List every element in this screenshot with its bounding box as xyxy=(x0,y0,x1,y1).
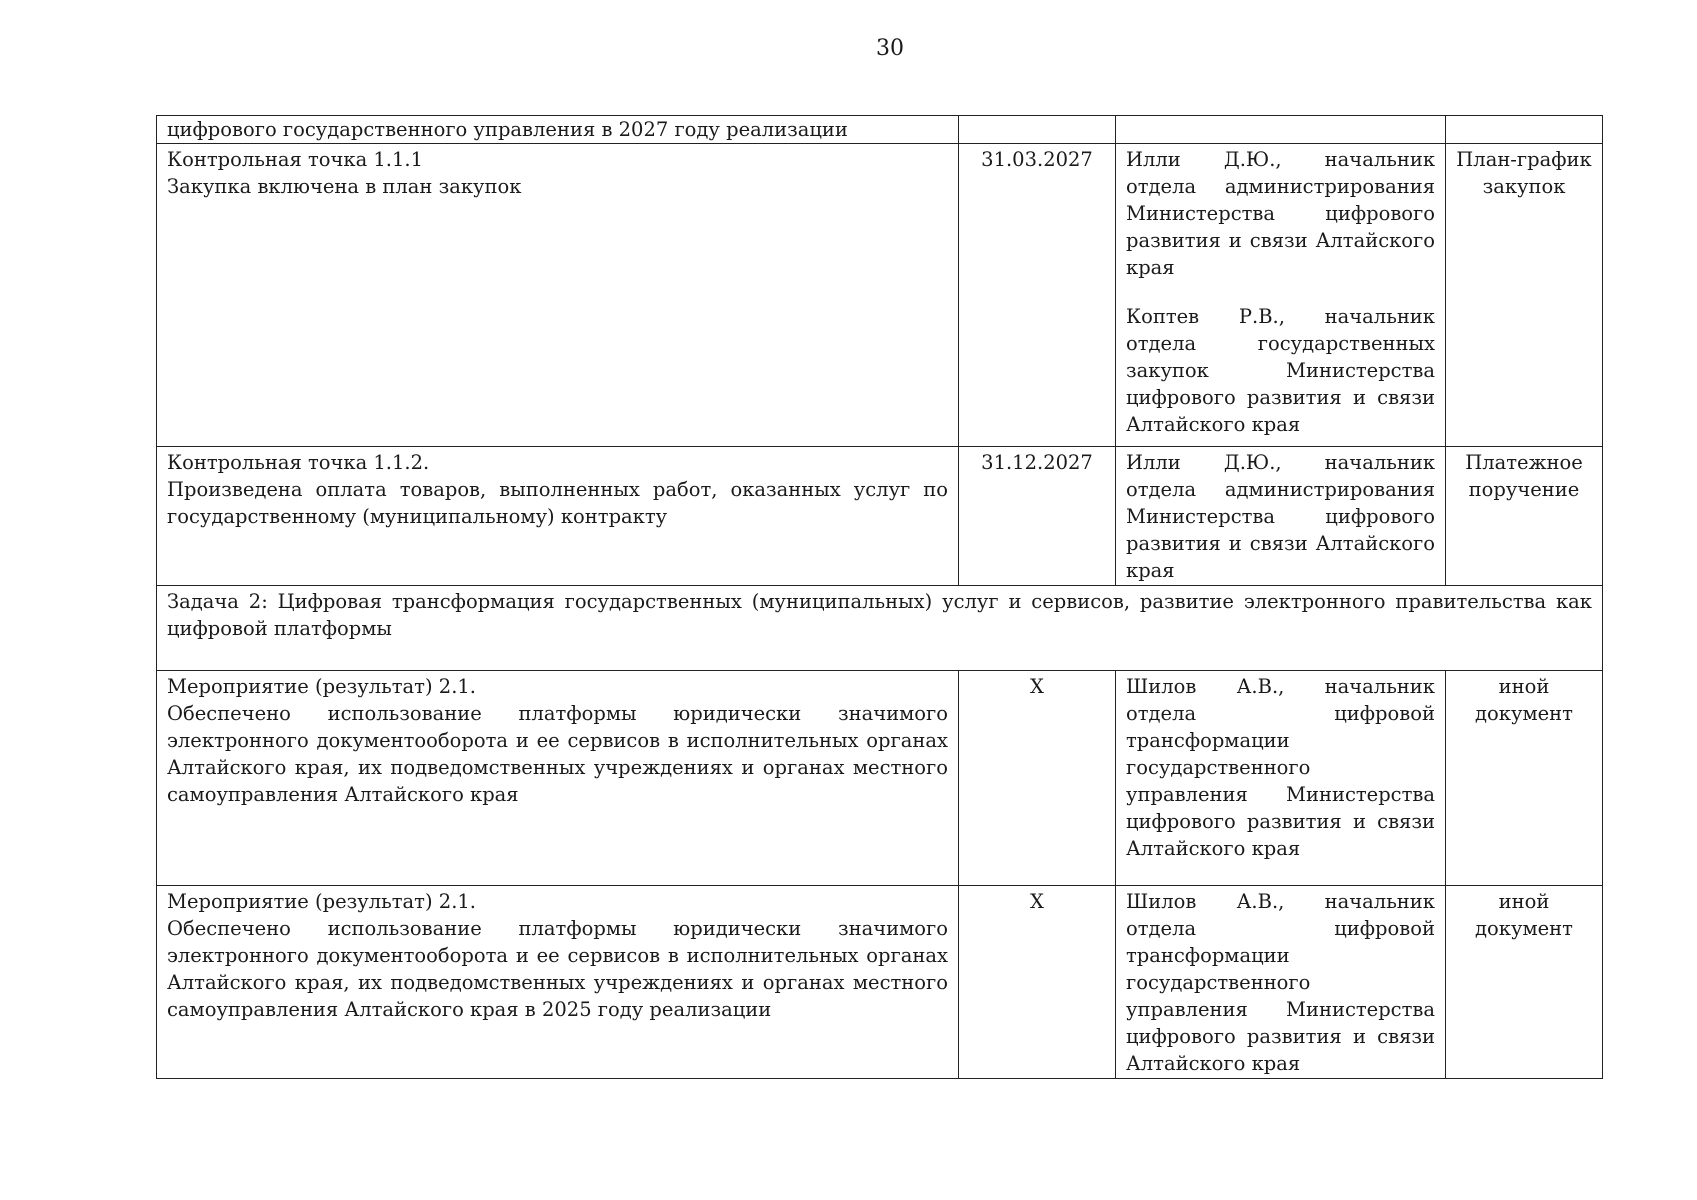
event-cell xyxy=(157,144,959,447)
deadline-date: Х xyxy=(1030,890,1044,913)
responsible-person: Илли Д.Ю., начальник отдела администрирования Министерства цифрового развития и связи Алтайского края xyxy=(1126,148,1435,279)
date-cell xyxy=(959,447,1116,586)
document-cell xyxy=(1446,671,1603,886)
document-type: иной документ xyxy=(1475,890,1573,940)
event-description: Закупка включена в план закупок xyxy=(167,175,522,198)
event-description: Обеспечено использование платформы юридически значимого электронного документооборота и ее сервисов в исполнительных органах Алтайского края, их подведомственных учреждениях и органах местного самоуправления Алтайского края xyxy=(167,702,948,806)
header-continuation-text: цифрового государственного управления в 2027 году реализации xyxy=(167,118,848,141)
event-cell xyxy=(157,671,959,886)
task-cell xyxy=(157,586,1603,671)
table-row xyxy=(157,447,1603,586)
event-description: Обеспечено использование платформы юридически значимого электронного документооборота и ее сервисов в исполнительных органах Алтайского края, их подведомственных учреждениях и органах местного самоуправления Алтайского края в 2025 году реализации xyxy=(167,917,948,1021)
responsible-person: Шилов А.В., начальник отдела цифровой трансформации государственного управления Министерства цифрового развития и связи Алтайского края xyxy=(1126,675,1435,860)
header-continuation-cell xyxy=(157,116,959,144)
event-title: Мероприятие (результат) 2.1. xyxy=(167,675,476,698)
date-cell xyxy=(959,144,1116,447)
table-row xyxy=(157,886,1603,1079)
responsible-cell xyxy=(1116,671,1446,886)
document-cell xyxy=(1446,886,1603,1079)
page-number: 30 xyxy=(876,36,904,61)
document-type: План-график закупок xyxy=(1456,148,1592,198)
table-row xyxy=(157,144,1603,447)
date-cell xyxy=(959,886,1116,1079)
responsible-cell xyxy=(1116,447,1446,586)
deadline-date: Х xyxy=(1030,675,1044,698)
event-cell xyxy=(157,886,959,1079)
document-cell xyxy=(1446,144,1603,447)
responsible-person: Илли Д.Ю., начальник отдела администрирования Министерства цифрового развития и связи Алтайского края xyxy=(1126,451,1435,582)
document-type: иной документ xyxy=(1475,675,1573,725)
event-description: Произведена оплата товаров, выполненных работ, оказанных услуг по государственному (муниципальному) контракту xyxy=(167,478,948,528)
event-title: Контрольная точка 1.1.2. xyxy=(167,451,430,474)
responsible-person: Шилов А.В., начальник отдела цифровой трансформации государственного управления Министерства цифрового развития и связи Алтайского края xyxy=(1126,890,1435,1075)
event-cell xyxy=(157,447,959,586)
document-cell xyxy=(1446,447,1603,586)
deadline-date: 31.12.2027 xyxy=(981,451,1093,474)
table-row xyxy=(157,116,1603,144)
date-cell xyxy=(959,671,1116,886)
deadline-date: 31.03.2027 xyxy=(981,148,1093,171)
event-title: Контрольная точка 1.1.1 xyxy=(167,148,424,171)
document-type: Платежное поручение xyxy=(1465,451,1583,501)
table-row xyxy=(157,586,1603,671)
table-row xyxy=(157,671,1603,886)
responsible-cell xyxy=(1116,144,1446,447)
plan-table xyxy=(156,115,1603,1079)
event-title: Мероприятие (результат) 2.1. xyxy=(167,890,476,913)
responsible-cell xyxy=(1116,886,1446,1079)
responsible-person: Коптев Р.В., начальник отдела государственных закупок Министерства цифрового развития и связи Алтайского края xyxy=(1126,305,1435,436)
task-heading: Задача 2: Цифровая трансформация государственных (муниципальных) услуг и сервисов, развитие электронного правительства как цифровой платформы xyxy=(167,590,1592,640)
